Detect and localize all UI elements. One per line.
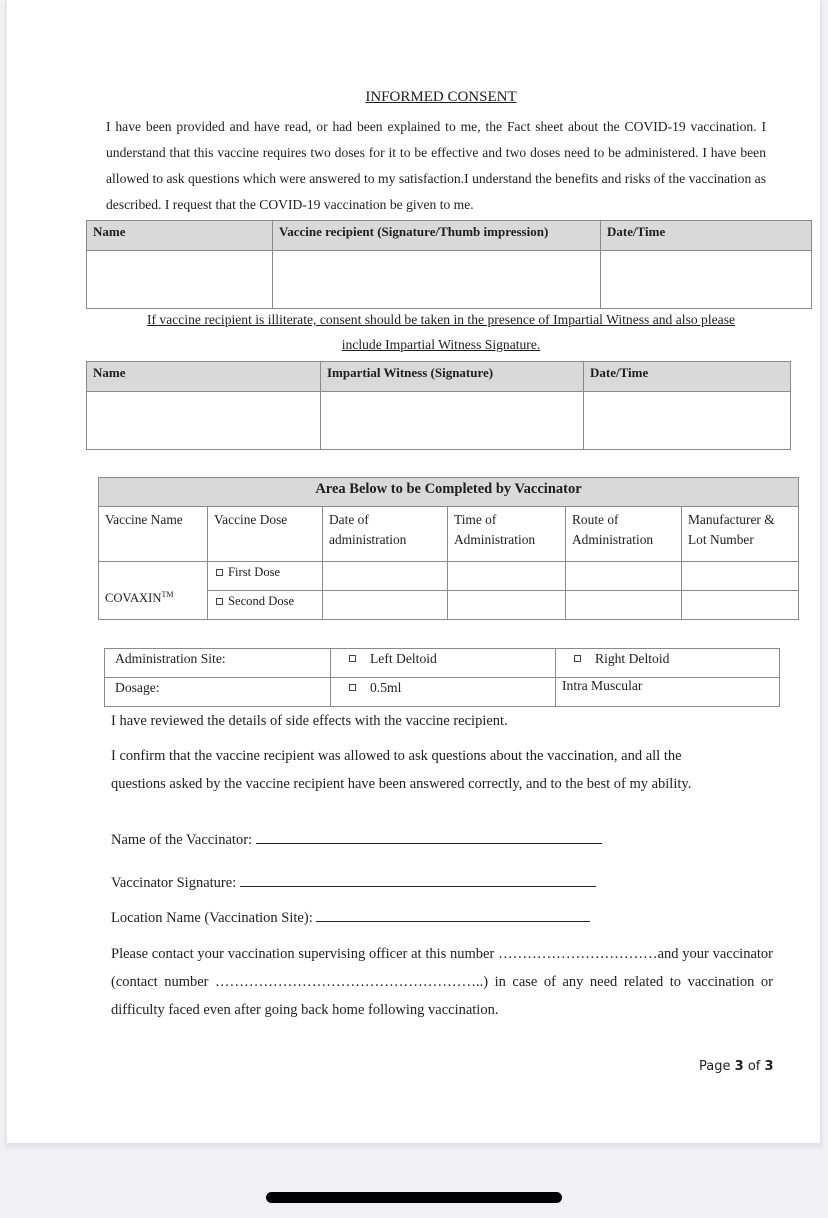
- column-header-date-of-administration: Date of administration: [323, 507, 448, 562]
- second-dose-manufacturer-cell[interactable]: [682, 591, 799, 620]
- left-deltoid-label: Left Deltoid: [370, 651, 437, 666]
- vaccinator-table-title: Area Below to be Completed by Vaccinator: [99, 478, 799, 507]
- column-header-time-of-administration: Time of Administration: [448, 507, 566, 562]
- vaccinator-table: [98, 477, 799, 620]
- vaccine-name-cell: [99, 562, 208, 620]
- dosage-label: Dosage:: [105, 678, 331, 707]
- page-number: [699, 1059, 774, 1074]
- table-row: [87, 251, 812, 309]
- administration-site-table: [104, 648, 780, 707]
- vaccinator-signature-field[interactable]: [240, 873, 596, 887]
- location-field[interactable]: [316, 908, 590, 922]
- column-header-route-of-administration: Route of Administration: [566, 507, 682, 562]
- table-header-date-time: Date/Time: [601, 221, 812, 251]
- checkbox-icon[interactable]: [349, 684, 356, 691]
- route-value: Intra Muscular: [556, 678, 780, 707]
- dosage-option[interactable]: [331, 678, 556, 707]
- checkbox-icon[interactable]: [216, 598, 223, 605]
- location-label: Location Name (Vaccination Site):: [111, 910, 313, 926]
- table-header-name: Name: [87, 362, 321, 392]
- vaccinator-name-field[interactable]: [256, 830, 602, 844]
- checkbox-icon[interactable]: [574, 655, 581, 662]
- vaccinator-name-row: [111, 826, 602, 854]
- vaccinator-name-label: Name of the Vaccinator:: [111, 832, 253, 848]
- column-header-manufacturer-lot: Manufacturer & Lot Number: [682, 507, 799, 562]
- illiterate-note-line-2: include Impartial Witness Signature.: [341, 337, 541, 352]
- consent-paragraph: I have been provided and have read, or had been explained to me, the Fact sheet about the COVID-19 vaccination. I understand that this vaccine requires two doses for it to be effective and two doses need to be administered. I have been allowed to ask questions which were answered to my satisfaction.I understand the benefits and risks of the vaccination as described. I request that the COVID-19 vaccination be given to me.: [106, 119, 766, 212]
- illiterate-note-line-1: If vaccine recipient is illiterate, consent should be taken in the presence of Impartial Witness and also please: [146, 312, 736, 327]
- first-dose-time-cell[interactable]: [448, 562, 566, 591]
- witness-date-time-cell[interactable]: [584, 392, 791, 450]
- witness-signature-table: [86, 361, 791, 450]
- table-row: [99, 562, 799, 591]
- table-row: [87, 392, 791, 450]
- column-header-vaccine-name: Vaccine Name: [99, 507, 208, 562]
- page-label: Page: [699, 1059, 731, 1074]
- column-header-vaccine-dose: Vaccine Dose: [208, 507, 323, 562]
- page-title: INFORMED CONSENT: [365, 89, 517, 105]
- home-indicator[interactable]: [266, 1192, 562, 1203]
- vaccinator-signature-row: [111, 869, 596, 897]
- table-header-recipient-signature: Vaccine recipient (Signature/Thumb impression): [273, 221, 601, 251]
- recipient-signature-cell[interactable]: [273, 251, 601, 309]
- contact-paragraph: Please contact your vaccination supervising officer at this number ……………………………and your vaccinator (contact number ………………………………………………..) in case of any need related to vaccination or difficulty faced even after going back home following vaccination.: [111, 946, 773, 1018]
- second-dose-label: Second Dose: [228, 594, 295, 608]
- administration-site-label: Administration Site:: [105, 649, 331, 678]
- checkbox-icon[interactable]: [349, 655, 356, 662]
- document-page: [5, 0, 822, 1145]
- total-pages: 3: [764, 1059, 774, 1074]
- checkbox-icon[interactable]: [216, 569, 223, 576]
- table-row: [105, 649, 780, 678]
- table-row: [105, 678, 780, 707]
- vaccine-name: COVAXIN: [105, 591, 162, 606]
- confirm-statement: I confirm that the vaccine recipient was allowed to ask questions about the vaccination, and all the questions asked by the vaccine recipient have been answered correctly, and to the best of my ability.: [111, 748, 692, 792]
- second-dose-option[interactable]: [208, 591, 323, 620]
- second-dose-date-cell[interactable]: [323, 591, 448, 620]
- first-dose-label: First Dose: [228, 565, 281, 579]
- table-header-witness-signature: Impartial Witness (Signature): [321, 362, 584, 392]
- vaccinator-signature-label: Vaccinator Signature:: [111, 875, 237, 891]
- recipient-name-cell[interactable]: [87, 251, 273, 309]
- first-dose-manufacturer-cell[interactable]: [682, 562, 799, 591]
- side-effects-statement: I have reviewed the details of side effects with the vaccine recipient.: [111, 713, 508, 729]
- recipient-date-time-cell[interactable]: [601, 251, 812, 309]
- second-dose-route-cell[interactable]: [566, 591, 682, 620]
- recipient-signature-table: [86, 220, 812, 309]
- right-deltoid-option[interactable]: [556, 649, 780, 678]
- table-header-name: Name: [87, 221, 273, 251]
- trademark-symbol: TM: [161, 589, 174, 599]
- current-page: 3: [734, 1059, 744, 1074]
- first-dose-route-cell[interactable]: [566, 562, 682, 591]
- witness-signature-cell[interactable]: [321, 392, 584, 450]
- dosage-value: 0.5ml: [370, 680, 402, 695]
- first-dose-option[interactable]: [208, 562, 323, 591]
- location-row: [111, 904, 590, 932]
- witness-name-cell[interactable]: [87, 392, 321, 450]
- left-deltoid-option[interactable]: [331, 649, 556, 678]
- right-deltoid-label: Right Deltoid: [595, 651, 670, 666]
- table-header-date-time: Date/Time: [584, 362, 791, 392]
- second-dose-time-cell[interactable]: [448, 591, 566, 620]
- first-dose-date-cell[interactable]: [323, 562, 448, 591]
- page-of-label: of: [747, 1059, 761, 1074]
